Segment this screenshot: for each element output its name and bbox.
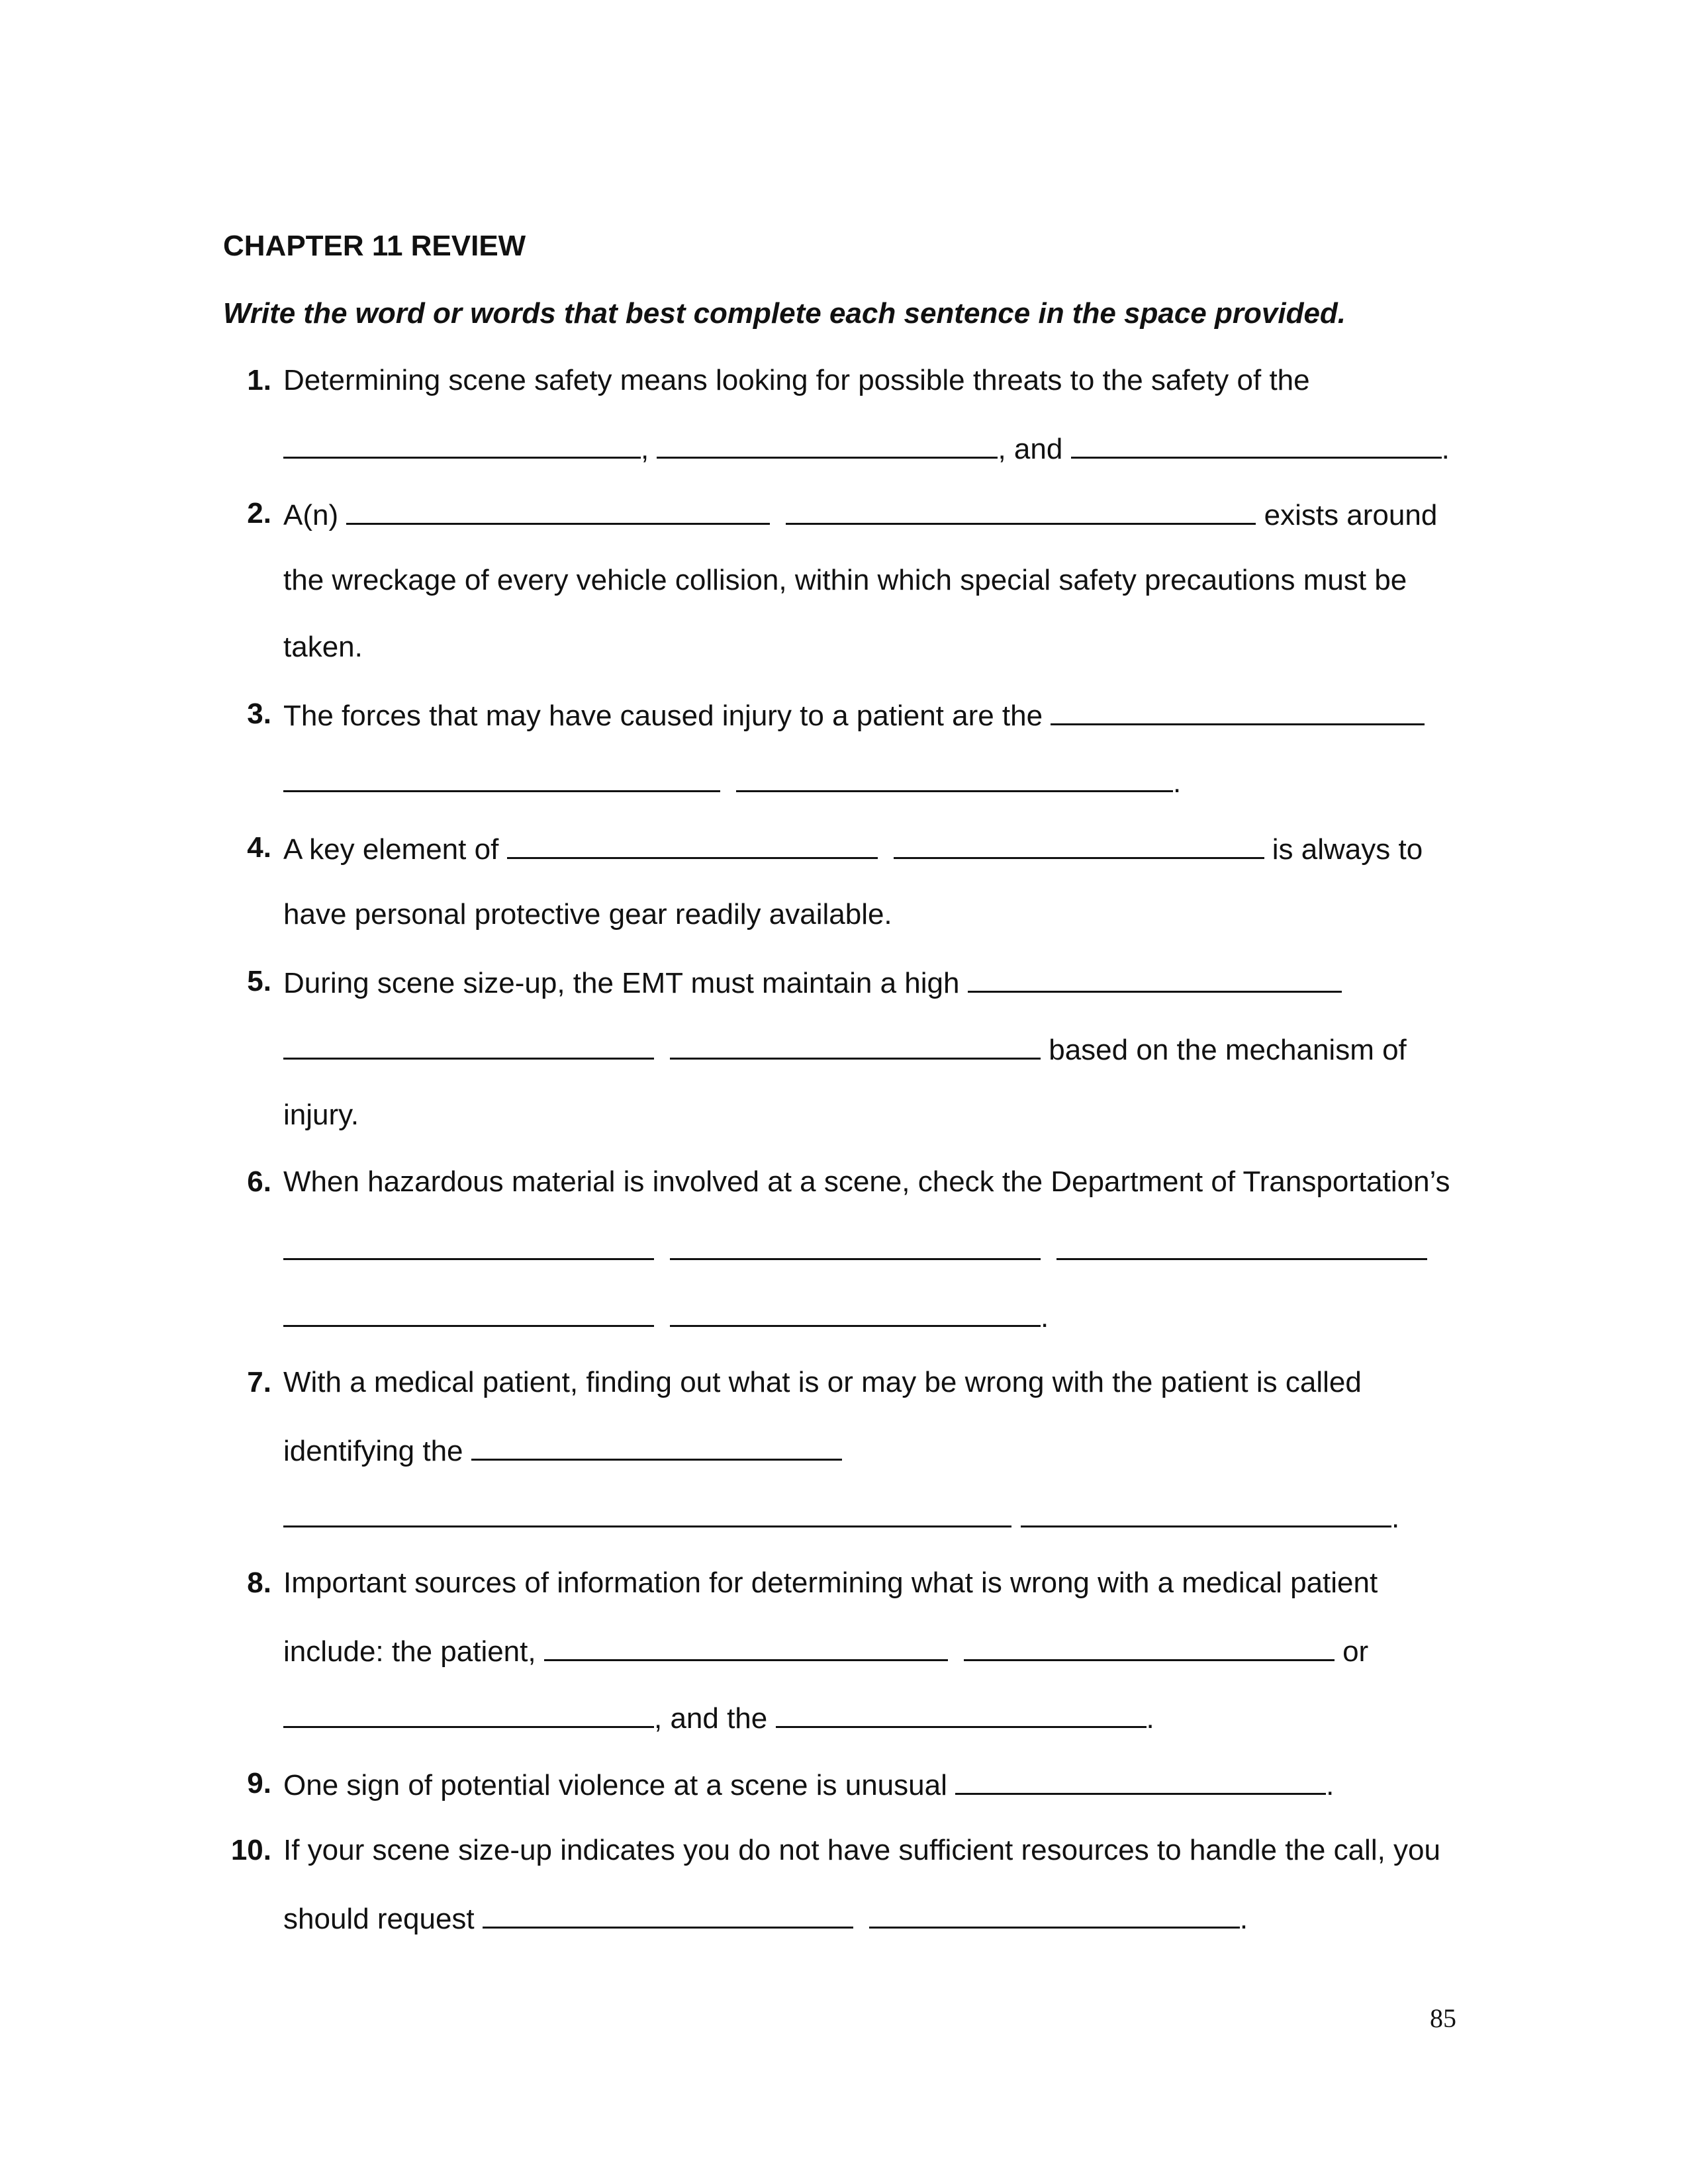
question-answer-line <box>283 700 1425 731</box>
question-text: Important sources of information for determining what is wrong with a medical patient <box>283 1567 1378 1599</box>
answer-blank[interactable] <box>964 1635 1335 1661</box>
question-number: 1. <box>247 364 271 396</box>
question-answer-line <box>283 1635 1368 1666</box>
question-text: A key element of <box>283 833 499 866</box>
answer-blank[interactable] <box>544 1635 948 1661</box>
question-text: The forces that may have caused injury to a patient are the <box>283 700 1043 732</box>
answer-blank[interactable] <box>968 967 1342 993</box>
end-text: . <box>1146 1702 1154 1735</box>
question-answer-line <box>283 1702 1154 1733</box>
question-answer-line <box>283 1435 842 1466</box>
question-text: During scene size-up, the EMT must maintain a high <box>283 967 960 999</box>
question-text: the wreckage of every vehicle collision, within which special safety precautions must be <box>283 564 1407 596</box>
end-text: . <box>1239 1903 1248 1935</box>
end-text: . <box>1326 1769 1335 1801</box>
question-answer-line <box>283 1502 1399 1533</box>
answer-blank[interactable] <box>869 1903 1240 1929</box>
answer-blank[interactable] <box>670 1034 1041 1060</box>
question-text: identifying the <box>283 1435 463 1467</box>
question-answer-line <box>283 1301 1049 1332</box>
question-answer-line <box>283 433 1450 464</box>
answer-blank[interactable] <box>1071 433 1442 459</box>
question-answer-line <box>283 1903 1248 1934</box>
answer-blank[interactable] <box>657 433 998 459</box>
chapter-title: CHAPTER 11 REVIEW <box>223 230 526 262</box>
end-text: . <box>1391 1502 1400 1534</box>
answer-blank[interactable] <box>670 1301 1041 1327</box>
answer-blank[interactable] <box>1056 1234 1427 1260</box>
question-text: , and the <box>654 1702 768 1735</box>
question-text: based on the mechanism of <box>1049 1034 1407 1066</box>
answer-blank[interactable] <box>283 766 720 792</box>
answer-blank[interactable] <box>670 1234 1041 1260</box>
question-text: injury. <box>283 1099 359 1131</box>
separator-text: , and <box>998 433 1063 465</box>
question-text: include: the patient, <box>283 1635 536 1668</box>
page-number: 85 <box>1430 2003 1456 2033</box>
answer-blank[interactable] <box>283 1234 654 1260</box>
question-answer-line <box>283 833 1423 864</box>
question-answer-line <box>283 967 1342 998</box>
question-answer-line <box>283 499 1437 530</box>
question-answer-line <box>283 1769 1334 1800</box>
question-text: should request <box>283 1903 475 1935</box>
question-text: When hazardous material is involved at a scene, check the Department of Transportation’s <box>283 1165 1450 1198</box>
answer-blank[interactable] <box>1051 700 1425 725</box>
answer-blank[interactable] <box>955 1769 1326 1795</box>
answer-blank[interactable] <box>283 1502 1011 1527</box>
answer-blank[interactable] <box>776 1702 1147 1728</box>
question-number: 5. <box>247 965 271 997</box>
question-text: is always to <box>1272 833 1423 866</box>
answer-blank[interactable] <box>894 833 1264 859</box>
question-number: 7. <box>247 1366 271 1398</box>
question-number: 8. <box>247 1567 271 1599</box>
question-answer-line <box>283 1034 1407 1065</box>
question-text: have personal protective gear readily available. <box>283 898 892 931</box>
question-answer-line <box>283 766 1181 797</box>
question-number: 10. <box>230 1834 271 1866</box>
answer-blank[interactable] <box>346 499 770 525</box>
answer-blank[interactable] <box>786 499 1256 525</box>
question-number: 4. <box>247 831 271 864</box>
question-number: 2. <box>247 497 271 529</box>
end-text: . <box>1173 766 1182 799</box>
question-text: If your scene size-up indicates you do not have sufficient resources to handle the call, you <box>283 1834 1440 1866</box>
answer-blank[interactable] <box>471 1435 842 1461</box>
answer-blank[interactable] <box>283 433 641 459</box>
question-answer-line <box>283 1234 1427 1265</box>
question-text: Determining scene safety means looking for possible threats to the safety of the <box>283 364 1310 396</box>
question-text: With a medical patient, finding out what is or may be wrong with the patient is called <box>283 1366 1362 1398</box>
question-text: taken. <box>283 631 363 663</box>
answer-blank[interactable] <box>1021 1502 1391 1527</box>
question-text: A(n) <box>283 499 339 531</box>
question-text: One sign of potential violence at a scene is unusual <box>283 1769 947 1801</box>
question-number: 6. <box>247 1165 271 1198</box>
answer-blank[interactable] <box>283 1034 654 1060</box>
answer-blank[interactable] <box>736 766 1173 792</box>
end-text: . <box>1441 433 1450 465</box>
separator-text: , <box>641 433 649 465</box>
question-text: exists around <box>1264 499 1438 531</box>
end-text: . <box>1041 1301 1049 1334</box>
answer-blank[interactable] <box>283 1702 654 1728</box>
answer-blank[interactable] <box>483 1903 853 1929</box>
question-number: 3. <box>247 698 271 730</box>
question-number: 9. <box>247 1767 271 1799</box>
instructions: Write the word or words that best complete each sentence in the space provided. <box>223 297 1346 330</box>
answer-blank[interactable] <box>507 833 878 859</box>
answer-blank[interactable] <box>283 1301 654 1327</box>
question-text: or <box>1342 1635 1369 1668</box>
